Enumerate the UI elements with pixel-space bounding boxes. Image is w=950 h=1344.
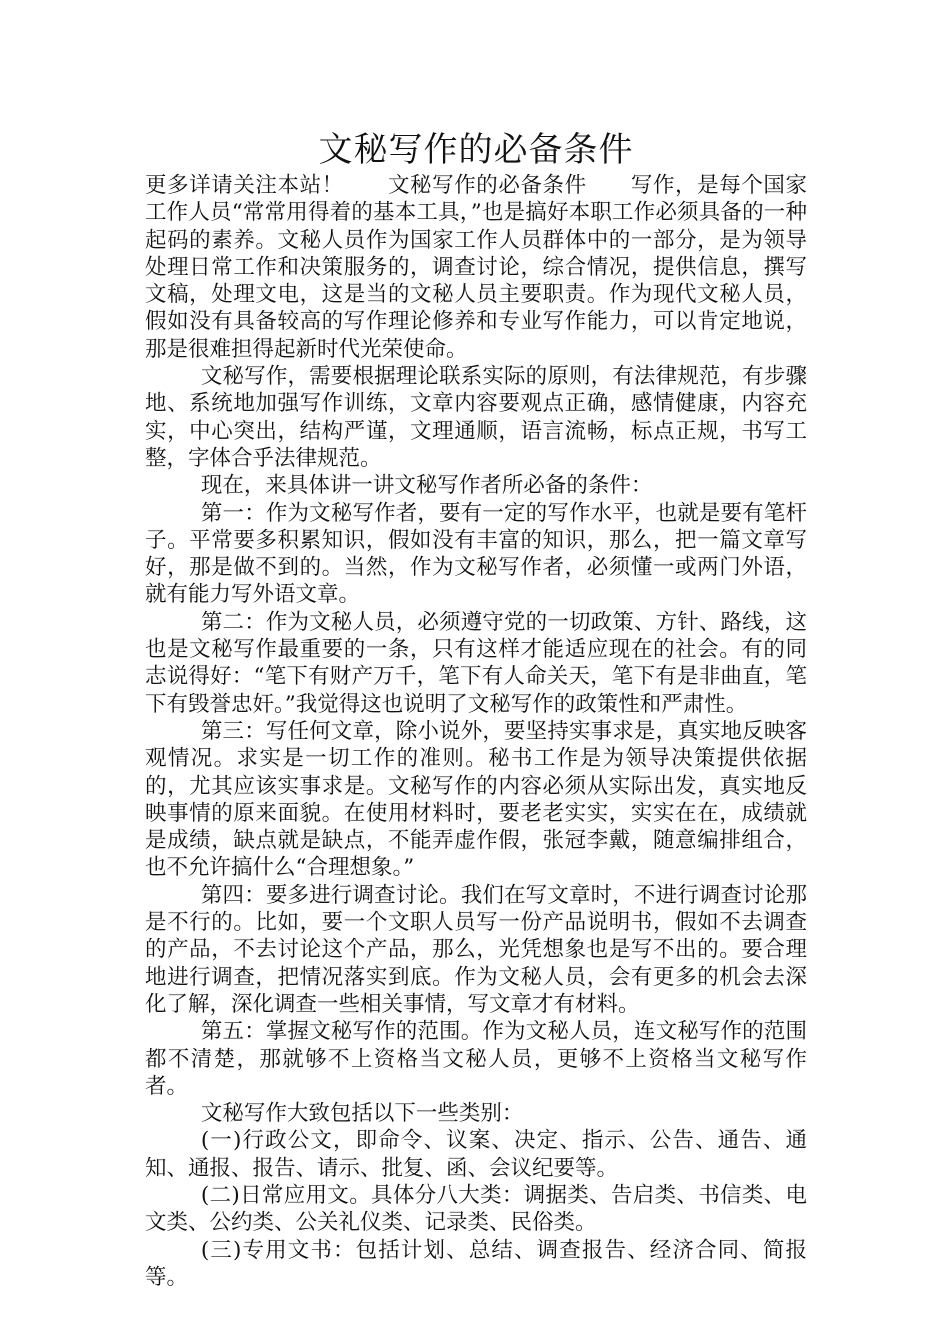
paragraph-category-3: (三)专用文书：包括计划、总结、调查报告、经济合同、简报等。 [145,1237,807,1290]
paragraph-categories-intro: 文秘写作大致包括以下一些类别： [200,1101,524,1127]
paragraph-condition-1: 第一：作为文秘写作者，要有一定的写作水平，也就是要有笔杆子。平常要多积累知识，假如没有丰富的知识，那么，把一篇文章写好，那是做不到的。当然，作为文秘写作者，必须懂一或两门外语，就有能力写外语文章。 [145,500,807,608]
paragraph-condition-5: 第五：掌握文秘写作的范围。作为文秘人员，连文秘写作的范围都不清楚，那就够不上资格当文秘人员，更够不上资格当文秘写作者。 [145,1019,807,1099]
paragraph-category-1: (一)行政公文，即命令、议案、决定、指示、公告、通告、通知、通报、报告、请示、批复、函、会议纪要等。 [145,1128,807,1181]
paragraph-intro: 更多详请关注本站！ 文秘写作的必备条件 写作，是每个国家工作人员“常常用得着的基本工具，”也是搞好本职工作必须具备的一种起码的素养。文秘人员作为国家工作人员群体中的一部分，是为领导处理日常工作和决策服务的，调查讨论，综合情况，提供信息，撰写文稿，处理文电，这是当的文秘人员主要职责。作为现代文秘人员，假如没有具备较高的写作理论修养和专业写作能力，可以肯定地说，那是很难担得起新时代光荣使命。 [145,173,807,362]
paragraph-condition-4: 第四：要多进行调查讨论。我们在写文章时，不进行调查讨论那是不行的。比如，要一个文职人员写一份产品说明书，假如不去调查的产品，不去讨论这个产品，那么，光凭想象也是写不出的。要合理地进行调查，把情况落实到底。作为文秘人员，会有更多的机会去深化了解，深化调查一些相关事情，写文章才有材料。 [145,882,807,1017]
paragraph-condition-2: 第二：作为文秘人员，必须遵守党的一切政策、方针、路线，这也是文秘写作最重要的一条，只有这样才能适应现在的社会。有的同志说得好：“笔下有财产万千，笔下有人命关天，笔下有是非曲直，笔下有毁誉忠奸。”我觉得这也说明了文秘写作的政策性和严肃性。 [145,609,807,717]
paragraph-conditions-intro: 现在，来具体讲一讲文秘写作者所必备的条件： [200,473,653,499]
paragraph-principles: 文秘写作，需要根据理论联系实际的原则，有法律规范，有步骤地、系统地加强写作训练，文章内容要观点正确，感情健康，内容充实，中心突出，结构严谨，文理通顺，语言流畅，标点正规，书写工整，字体合乎法律规范。 [145,364,807,471]
paragraph-condition-3: 第三：写任何文章，除小说外，要坚持实事求是，真实地反映客观情况。求实是一切工作的准则。秘书工作是为领导决策提供依据的，尤其应该实事求是。文秘写作的内容必须从实际出发，真实地反映事情的原来面貌。在使用材料时，要老老实实，实实在在，成绩就是成绩，缺点就是缺点，不能弄虚作假，张冠李戴，随意编排组合，也不允许搞什么“合理想象。” [145,718,807,881]
paragraph-category-2: (二)日常应用文。具体分八大类：调据类、告启类、书信类、电文类、公约类、公关礼仪类、记录类、民俗类。 [145,1182,807,1236]
document-title: 文秘写作的必备条件 [318,130,634,170]
document-page [145,128,807,1291]
